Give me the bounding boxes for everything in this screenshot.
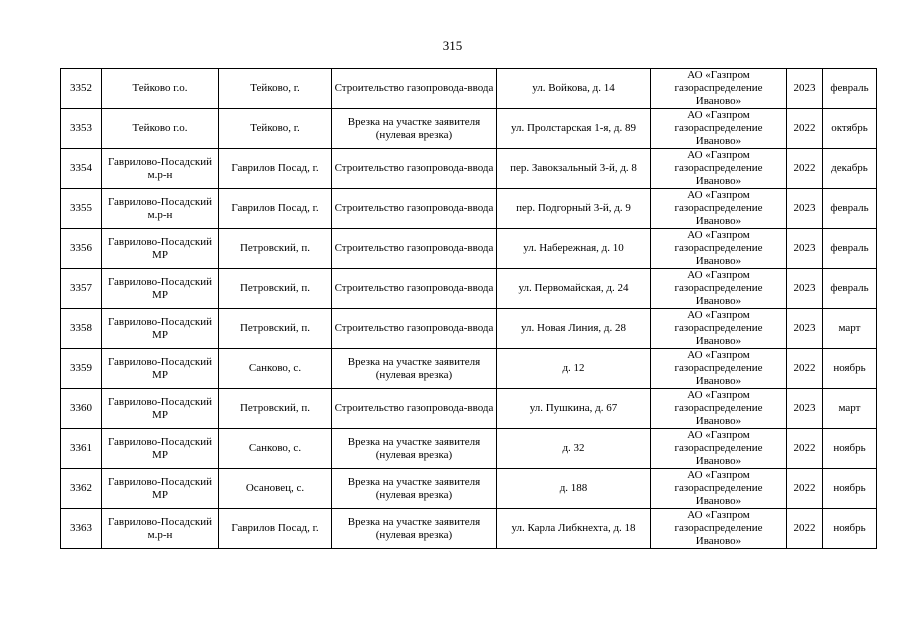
district-cell: Гаврилово-Посадский м.р-н	[102, 509, 219, 549]
locality-cell: Гаврилов Посад, г.	[219, 509, 332, 549]
district-cell: Гаврилово-Посадский МР	[102, 229, 219, 269]
district-cell: Гаврилово-Посадский м.р-н	[102, 149, 219, 189]
row-number-cell: 3359	[61, 349, 102, 389]
address-cell: ул. Первомайская, д. 24	[497, 269, 651, 309]
year-cell: 2022	[787, 349, 823, 389]
month-cell: февраль	[823, 189, 877, 229]
organization-cell: АО «Газпром газораспределение Иваново»	[651, 149, 787, 189]
table-row	[61, 429, 877, 469]
table-row	[61, 309, 877, 349]
address-cell: пер. Подгорный 3-й, д. 9	[497, 189, 651, 229]
row-number-cell: 3356	[61, 229, 102, 269]
locality-cell: Тейково, г.	[219, 109, 332, 149]
year-cell: 2023	[787, 269, 823, 309]
locality-cell: Осановец, с.	[219, 469, 332, 509]
table-row	[61, 189, 877, 229]
work-type-cell: Строительство газопровода-ввода	[332, 389, 497, 429]
locality-cell: Петровский, п.	[219, 389, 332, 429]
row-number-cell: 3363	[61, 509, 102, 549]
locality-cell: Тейково, г.	[219, 69, 332, 109]
work-type-cell: Строительство газопровода-ввода	[332, 69, 497, 109]
address-cell: д. 32	[497, 429, 651, 469]
row-number-cell: 3360	[61, 389, 102, 429]
month-cell: ноябрь	[823, 469, 877, 509]
locality-cell: Петровский, п.	[219, 229, 332, 269]
table-row	[61, 349, 877, 389]
address-cell: пер. Завокзальный 3-й, д. 8	[497, 149, 651, 189]
district-cell: Тейково г.о.	[102, 69, 219, 109]
year-cell: 2022	[787, 509, 823, 549]
table-row	[61, 269, 877, 309]
district-cell: Гаврилово-Посадский МР	[102, 269, 219, 309]
year-cell: 2022	[787, 109, 823, 149]
work-type-cell: Строительство газопровода-ввода	[332, 189, 497, 229]
year-cell: 2022	[787, 149, 823, 189]
year-cell: 2022	[787, 469, 823, 509]
month-cell: февраль	[823, 229, 877, 269]
district-cell: Гаврилово-Посадский м.р-н	[102, 189, 219, 229]
year-cell: 2023	[787, 189, 823, 229]
locality-cell: Петровский, п.	[219, 309, 332, 349]
table-row	[61, 509, 877, 549]
organization-cell: АО «Газпром газораспределение Иваново»	[651, 349, 787, 389]
row-number-cell: 3361	[61, 429, 102, 469]
row-number-cell: 3355	[61, 189, 102, 229]
year-cell: 2023	[787, 309, 823, 349]
month-cell: февраль	[823, 269, 877, 309]
address-cell: д. 188	[497, 469, 651, 509]
work-type-cell: Врезка на участке заявителя (нулевая врезка)	[332, 429, 497, 469]
address-cell: ул. Набережная, д. 10	[497, 229, 651, 269]
organization-cell: АО «Газпром газораспределение Иваново»	[651, 509, 787, 549]
table-row	[61, 229, 877, 269]
month-cell: март	[823, 309, 877, 349]
organization-cell: АО «Газпром газораспределение Иваново»	[651, 309, 787, 349]
work-type-cell: Врезка на участке заявителя (нулевая врезка)	[332, 509, 497, 549]
month-cell: октябрь	[823, 109, 877, 149]
row-number-cell: 3353	[61, 109, 102, 149]
organization-cell: АО «Газпром газораспределение Иваново»	[651, 189, 787, 229]
work-type-cell: Строительство газопровода-ввода	[332, 229, 497, 269]
work-type-cell: Строительство газопровода-ввода	[332, 149, 497, 189]
table-row	[61, 149, 877, 189]
district-cell: Гаврилово-Посадский МР	[102, 469, 219, 509]
year-cell: 2023	[787, 389, 823, 429]
month-cell: ноябрь	[823, 349, 877, 389]
locality-cell: Гаврилов Посад, г.	[219, 149, 332, 189]
table-row	[61, 389, 877, 429]
work-type-cell: Врезка на участке заявителя (нулевая врезка)	[332, 469, 497, 509]
row-number-cell: 3362	[61, 469, 102, 509]
district-cell: Гаврилово-Посадский МР	[102, 349, 219, 389]
month-cell: ноябрь	[823, 509, 877, 549]
table-row	[61, 469, 877, 509]
table-row	[61, 69, 877, 109]
organization-cell: АО «Газпром газораспределение Иваново»	[651, 429, 787, 469]
address-cell: ул. Пушкина, д. 67	[497, 389, 651, 429]
locality-cell: Санково, с.	[219, 349, 332, 389]
district-cell: Гаврилово-Посадский МР	[102, 309, 219, 349]
address-cell: ул. Карла Либкнехта, д. 18	[497, 509, 651, 549]
address-cell: д. 12	[497, 349, 651, 389]
organization-cell: АО «Газпром газораспределение Иваново»	[651, 389, 787, 429]
locality-cell: Петровский, п.	[219, 269, 332, 309]
work-type-cell: Строительство газопровода-ввода	[332, 269, 497, 309]
organization-cell: АО «Газпром газораспределение Иваново»	[651, 69, 787, 109]
year-cell: 2023	[787, 69, 823, 109]
district-cell: Гаврилово-Посадский МР	[102, 429, 219, 469]
organization-cell: АО «Газпром газораспределение Иваново»	[651, 229, 787, 269]
year-cell: 2022	[787, 429, 823, 469]
row-number-cell: 3354	[61, 149, 102, 189]
district-cell: Тейково г.о.	[102, 109, 219, 149]
organization-cell: АО «Газпром газораспределение Иваново»	[651, 109, 787, 149]
table-body	[61, 69, 877, 549]
row-number-cell: 3357	[61, 269, 102, 309]
work-type-cell: Врезка на участке заявителя (нулевая врезка)	[332, 109, 497, 149]
locality-cell: Гаврилов Посад, г.	[219, 189, 332, 229]
month-cell: ноябрь	[823, 429, 877, 469]
month-cell: февраль	[823, 69, 877, 109]
address-cell: ул. Войкова, д. 14	[497, 69, 651, 109]
organization-cell: АО «Газпром газораспределение Иваново»	[651, 269, 787, 309]
district-cell: Гаврилово-Посадский МР	[102, 389, 219, 429]
month-cell: декабрь	[823, 149, 877, 189]
organization-cell: АО «Газпром газораспределение Иваново»	[651, 469, 787, 509]
row-number-cell: 3358	[61, 309, 102, 349]
address-cell: ул. Пролстарская 1-я, д. 89	[497, 109, 651, 149]
year-cell: 2023	[787, 229, 823, 269]
row-number-cell: 3352	[61, 69, 102, 109]
work-type-cell: Строительство газопровода-ввода	[332, 309, 497, 349]
month-cell: март	[823, 389, 877, 429]
address-cell: ул. Новая Линия, д. 28	[497, 309, 651, 349]
work-type-cell: Врезка на участке заявителя (нулевая врезка)	[332, 349, 497, 389]
table-row	[61, 109, 877, 149]
gasification-table	[60, 68, 877, 549]
page-number: 315	[442, 38, 463, 53]
locality-cell: Санково, с.	[219, 429, 332, 469]
